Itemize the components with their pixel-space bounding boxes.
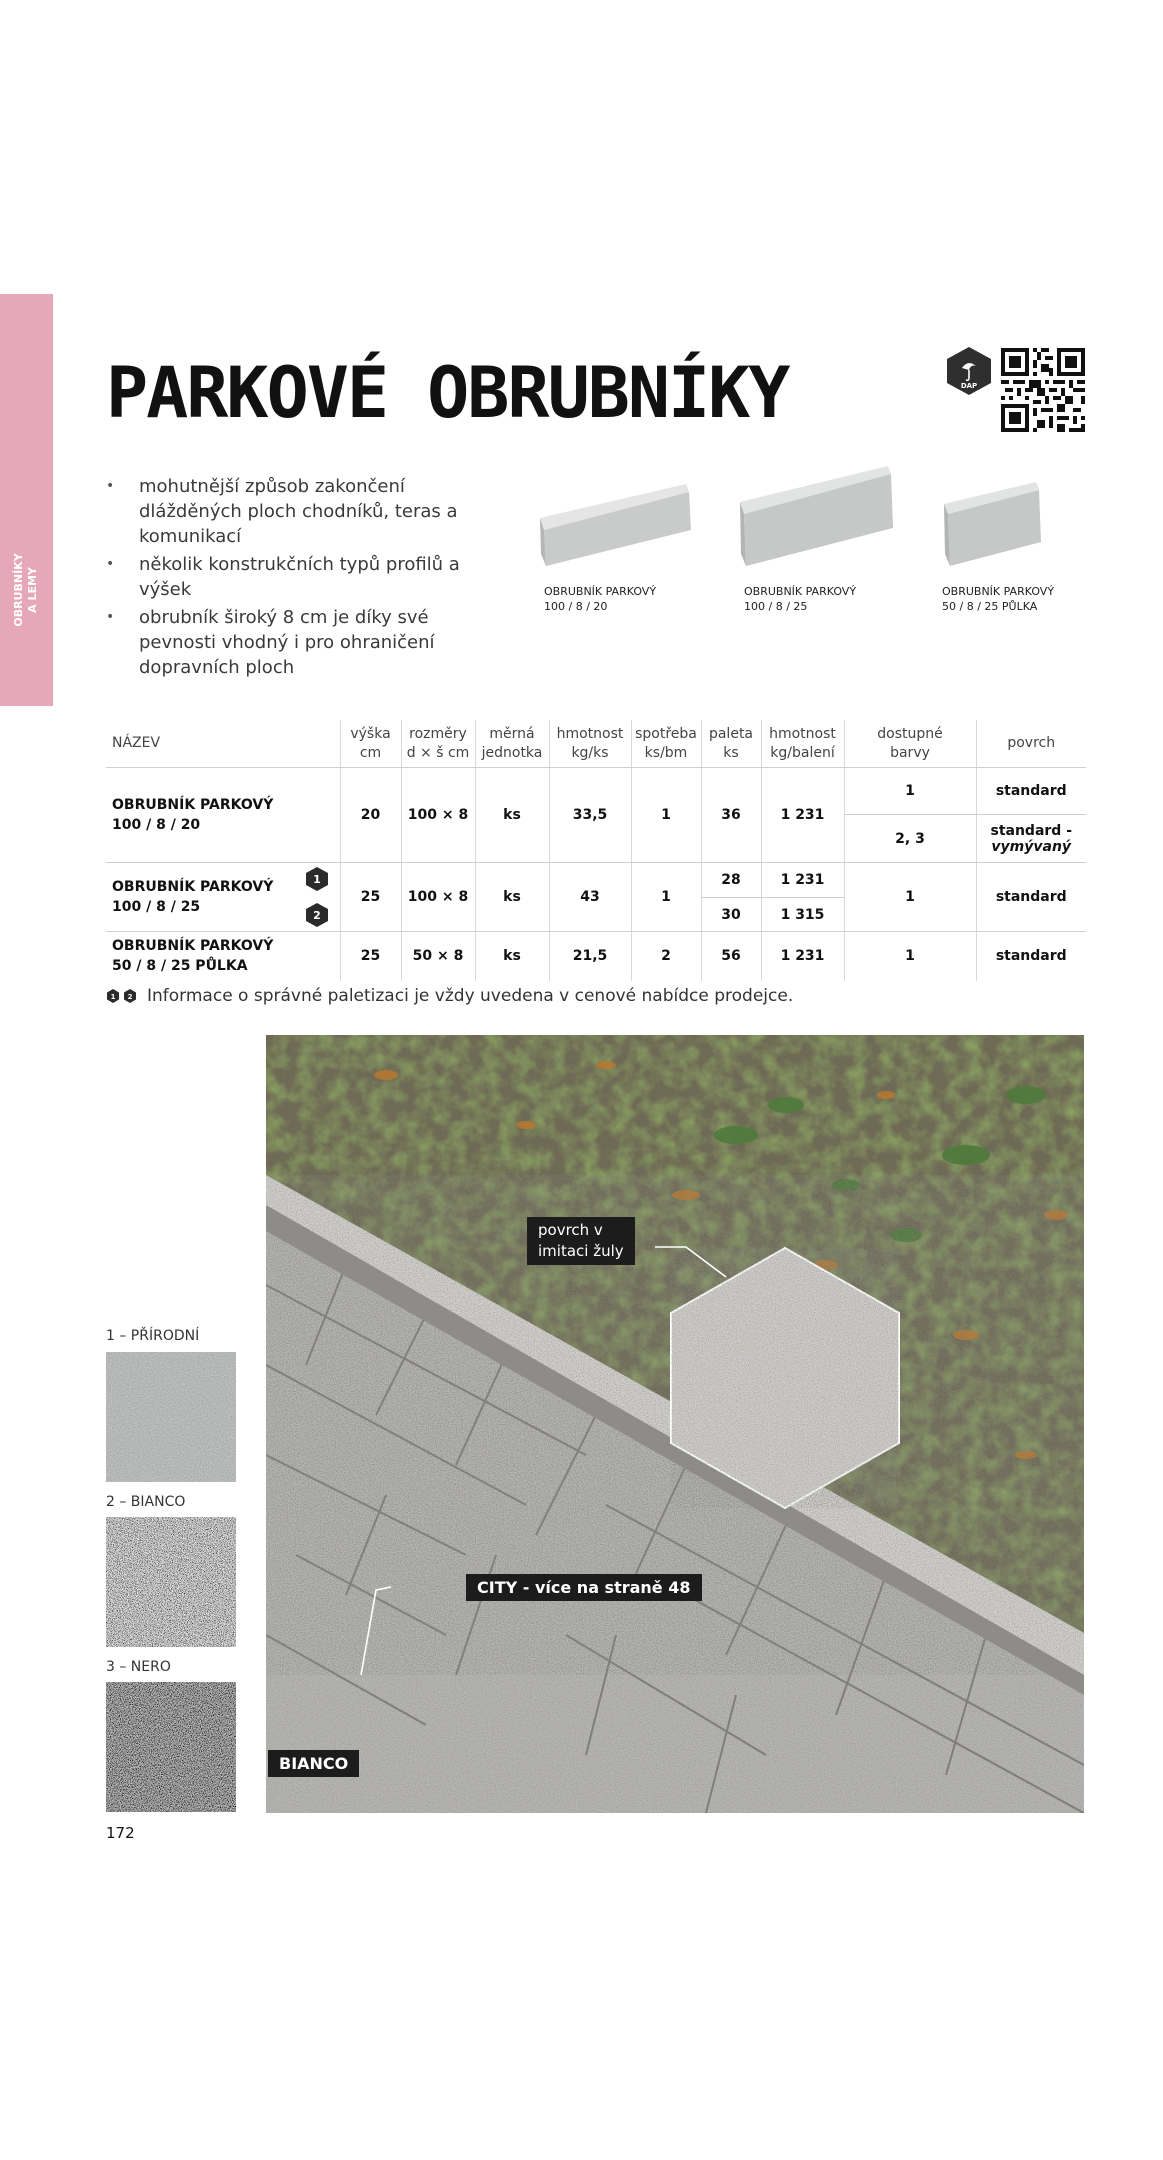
header-height: výška cm	[340, 720, 401, 768]
cell-weight: 43	[549, 863, 631, 932]
table-row	[106, 863, 1086, 898]
cell-weight-pack: 1 231	[761, 932, 844, 981]
dap-badge-icon	[946, 346, 992, 396]
row-name: OBRUBNÍK PARKOVÝ 100 / 8 / 20	[106, 768, 340, 863]
header-weight-pack: hmotnost kg/balení	[761, 720, 844, 768]
side-category-label: OBRUBNÍKY A LEMY	[12, 553, 39, 627]
header-consumption: spotřeba ks/bm	[631, 720, 701, 768]
cell-consumption: 1	[631, 863, 701, 932]
cell-colors: 1	[844, 932, 976, 981]
spec-table	[106, 720, 1086, 981]
feature-item: • mohutnější způsob zakončení dlážděných ploch chodníků, teras a komunikací	[106, 474, 506, 549]
cell-pallet: 36	[701, 768, 761, 863]
cell-surface: standard	[976, 932, 1086, 981]
cell-weight-pack: 1 231	[761, 768, 844, 863]
surface-callout-label: povrch v imitaci žuly	[527, 1217, 635, 1265]
cell-consumption: 2	[631, 932, 701, 981]
svg-text:1: 1	[312, 873, 321, 886]
row-name: OBRUBNÍK PARKOVÝ 100 / 8 / 25 1 2	[106, 863, 340, 932]
header-name: NÁZEV	[106, 720, 340, 768]
cell-unit: ks	[475, 863, 549, 932]
table-header-row	[106, 720, 1086, 768]
cell-colors: 2, 3	[844, 815, 976, 863]
cell-pallet: 28	[701, 863, 761, 898]
curb-label-50-8-25: OBRUBNÍK PARKOVÝ 50 / 8 / 25 PŮLKA	[942, 585, 1055, 613]
pallet-note	[106, 986, 793, 1006]
installation-photo	[266, 1035, 1084, 1813]
swatch-label-natural: 1 – PŘÍRODNÍ	[106, 1328, 200, 1344]
curb-image-100-8-25	[736, 462, 896, 570]
cell-weight-pack: 1 231	[761, 863, 844, 898]
cell-pallet: 56	[701, 932, 761, 981]
bianco-photo-label: BIANCO	[268, 1750, 359, 1777]
header-weight: hmotnost kg/ks	[549, 720, 631, 768]
cell-weight: 21,5	[549, 932, 631, 981]
qr-code-icon[interactable]	[1001, 348, 1085, 432]
dap-badge-text: DAP	[960, 382, 978, 390]
page-title: PARKOVÉ OBRUBNÍKY	[106, 352, 789, 434]
header-size: rozměry d × š cm	[401, 720, 475, 768]
cell-colors: 1	[844, 863, 976, 932]
page-number: 172	[106, 1824, 135, 1842]
svg-text:2: 2	[127, 993, 133, 1001]
cell-size: 50 × 8	[401, 932, 475, 981]
feature-list	[106, 474, 506, 683]
swatch-label-bianco: 2 – BIANCO	[106, 1494, 186, 1510]
row-name: OBRUBNÍK PARKOVÝ 50 / 8 / 25 PŮLKA	[112, 938, 274, 975]
feature-item: • několik konstrukčních typů profilů a výšek	[106, 552, 506, 602]
cell-surface: standard - vymývaný	[976, 815, 1086, 863]
cell-height: 25	[340, 863, 401, 932]
pallet-note-badge-1	[306, 867, 328, 891]
table-row	[106, 768, 1086, 815]
cell-colors: 1	[844, 768, 976, 815]
curb-label-100-8-20: OBRUBNÍK PARKOVÝ 100 / 8 / 20	[544, 585, 657, 613]
pallet-note-badge-2	[306, 903, 328, 927]
curb-image-50-8-25	[940, 480, 1044, 570]
side-category-tab	[0, 294, 53, 706]
curb-image-100-8-20	[536, 478, 694, 570]
feature-item: • obrubník široký 8 cm je díky své pevnosti vhodný i pro ohraničení dopravních ploch	[106, 605, 506, 680]
cell-pallet: 30	[701, 898, 761, 932]
cell-height: 20	[340, 768, 401, 863]
header-pallet: paleta ks	[701, 720, 761, 768]
svg-text:2: 2	[312, 909, 321, 922]
cell-size: 100 × 8	[401, 863, 475, 932]
swatch-nero	[106, 1682, 236, 1812]
swatch-label-nero: 3 – NERO	[106, 1659, 171, 1675]
swatch-natural	[106, 1352, 236, 1482]
cell-surface: standard	[976, 768, 1086, 815]
swatch-bianco	[106, 1517, 236, 1647]
svg-text:1: 1	[110, 993, 116, 1001]
cell-surface: standard	[976, 863, 1086, 932]
cell-consumption: 1	[631, 768, 701, 863]
cell-size: 100 × 8	[401, 768, 475, 863]
header-unit: měrná jednotka	[475, 720, 549, 768]
cell-weight-pack: 1 315	[761, 898, 844, 932]
note-text: Informace o správné paletizaci je vždy uvedena v cenové nabídce prodejce.	[147, 986, 794, 1006]
cell-height: 25	[340, 932, 401, 981]
cell-weight: 33,5	[549, 768, 631, 863]
header-colors: dostupné barvy	[844, 720, 976, 768]
note-badges-icon	[106, 988, 140, 1004]
cell-unit: ks	[475, 932, 549, 981]
cell-unit: ks	[475, 768, 549, 863]
table-row	[106, 932, 1086, 981]
city-callout-label: CITY - více na straně 48	[466, 1574, 702, 1601]
header-surface: povrch	[976, 720, 1086, 768]
curb-label-100-8-25: OBRUBNÍK PARKOVÝ 100 / 8 / 25	[744, 585, 857, 613]
